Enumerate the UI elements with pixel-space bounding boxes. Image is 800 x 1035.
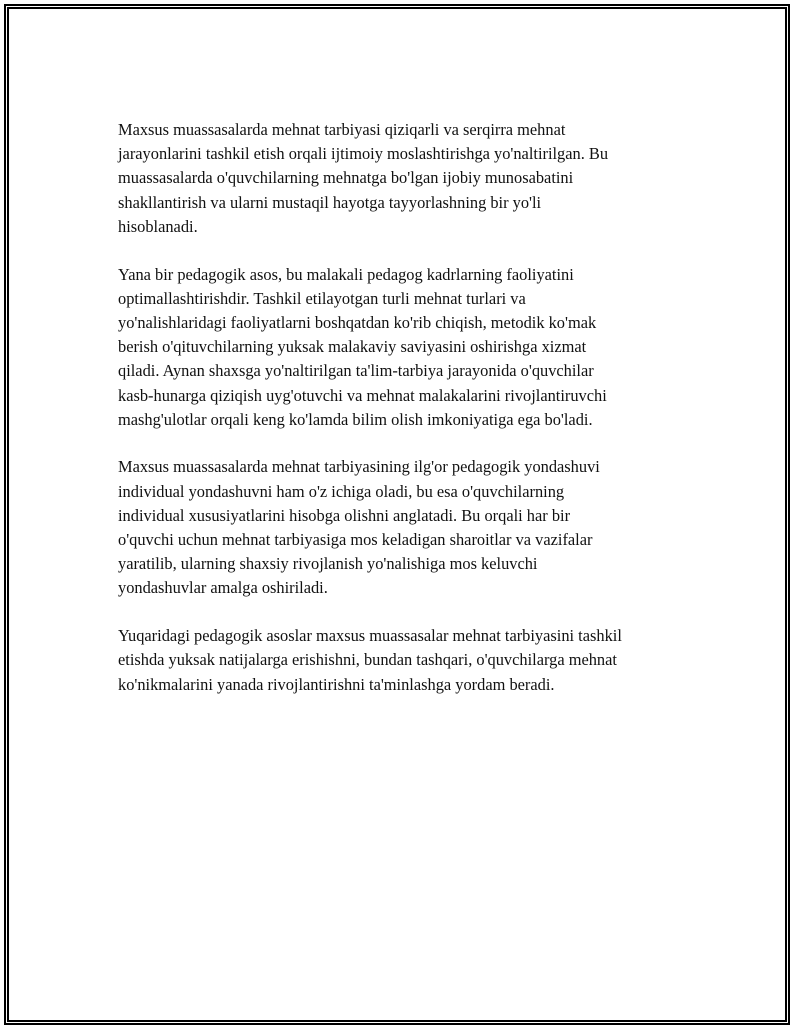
- text-line: kasb-hunarga qiziqish uyg'otuvchi va mehnat malakalarini rivojlantiruvchi: [118, 385, 607, 405]
- text-line: jarayonlarini tashkil etish orqali ijtimoiy moslashtirishga yo'naltirilgan. Bu: [118, 144, 609, 164]
- paragraph-1: [118, 118, 688, 239]
- text-line: qiladi. Aynan shaxsga yo'naltirilgan ta'lim-tarbiya jarayonida o'quvchilar: [118, 361, 594, 381]
- document-body: [118, 118, 688, 720]
- text-line: yo'nalishlaridagi faoliyatlarni boshqatdan ko'rib chiqish, metodik ko'mak: [118, 312, 597, 332]
- text-line: muassasalarda o'quvchilarning mehnatga bo'lgan ijobiy munosabatini: [118, 168, 574, 188]
- text-line: Maxsus muassasalarda mehnat tarbiyasining ilg'or pedagogik yondashuvi: [118, 457, 600, 477]
- text-line: individual yondashuvni ham o'z ichiga oladi, bu esa o'quvchilarning: [118, 481, 565, 501]
- text-line: hisoblanadi.: [118, 216, 198, 236]
- text-line: shakllantirish va ularni mustaqil hayotga tayyorlashning bir yo'li: [118, 192, 542, 212]
- text-line: o'quvchi uchun mehnat tarbiyasiga mos keladigan sharoitlar va vazifalar: [118, 530, 593, 550]
- paragraph-3: [118, 455, 688, 600]
- paragraph-2: [118, 263, 688, 432]
- text-line: optimallashtirishdir. Tashkil etilayotgan turli mehnat turlari va: [118, 288, 526, 308]
- text-line: berish o'qituvchilarning yuksak malakaviy saviyasini oshirishga xizmat: [118, 337, 587, 357]
- paragraph-4: [118, 624, 688, 697]
- text-line: mashg'ulotlar orqali keng ko'lamda bilim olish imkoniyatiga ega bo'ladi.: [118, 409, 593, 429]
- text-line: Maxsus muassasalarda mehnat tarbiyasi qiziqarli va serqirra mehnat: [118, 120, 566, 139]
- text-line: Yana bir pedagogik asos, bu malakali pedagog kadrlarning faoliyatini: [118, 264, 574, 284]
- text-line: individual xususiyatlarini hisobga olishni anglatadi. Bu orqali har bir: [118, 505, 571, 525]
- text-line: ko'nikmalarini yanada rivojlantirishni ta'minlashga yordam beradi.: [118, 674, 555, 694]
- text-line: Yuqaridagi pedagogik asoslar maxsus muassasalar mehnat tarbiyasini tashkil: [118, 626, 622, 646]
- text-line: yondashuvlar amalga oshiriladi.: [118, 578, 328, 598]
- text-line: yaratilib, ularning shaxsiy rivojlanish yo'nalishiga mos keluvchi: [118, 554, 538, 574]
- text-line: etishda yuksak natijalarga erishishni, bundan tashqari, o'quvchilarga mehnat: [118, 650, 617, 670]
